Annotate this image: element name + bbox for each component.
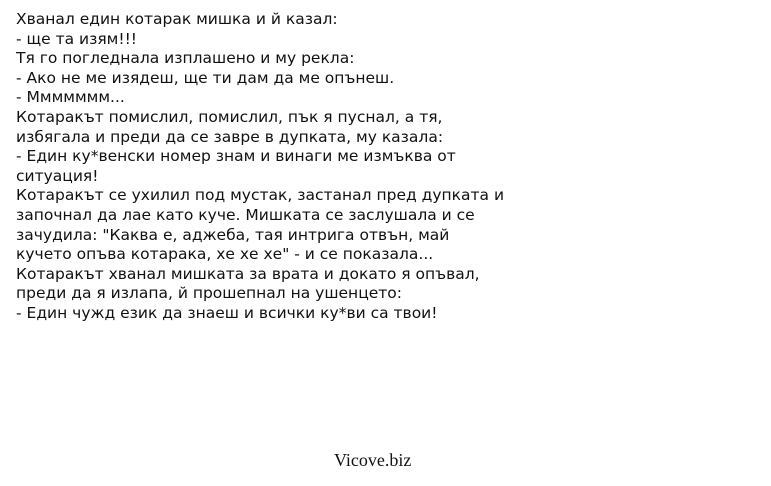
text-line: Котаракът помислил, помислил, пък я пуснал, а тя, bbox=[16, 107, 443, 126]
text-line: Котаракът хванал мишката за врата и докато я опъвал, bbox=[16, 264, 480, 283]
site-watermark: Vicove.biz bbox=[334, 450, 412, 470]
text-line: - ще та изям!!! bbox=[16, 29, 138, 48]
text-line: Тя го погледнала изплашено и му рекла: bbox=[16, 49, 355, 68]
joke-text bbox=[16, 10, 616, 324]
text-line: зачудила: "Каква е, аджеба, тая интрига отвън, май bbox=[16, 225, 450, 244]
text-line: - Ако не ме изядеш, ще ти дам да ме опънеш. bbox=[16, 68, 395, 87]
text-line: преди да я излапа, й прошепнал на ушенцето: bbox=[16, 284, 403, 303]
text-line: започнал да лае като куче. Мишката се заслушала и се bbox=[16, 205, 475, 224]
text-line: Хванал един котарак мишка и й казал: bbox=[16, 10, 338, 28]
text-line: Котаракът се ухилил под мустак, застанал пред дупката и bbox=[16, 186, 505, 205]
text-line: - Ммммммм... bbox=[16, 88, 125, 107]
text-line: избягала и преди да се завре в дупката, му казала: bbox=[16, 127, 444, 146]
text-line: - Един чужд език да знаеш и всички ку*ви са твои! bbox=[16, 303, 438, 322]
text-line: кучето опъва котарака, хе хе хе" - и се показала... bbox=[16, 245, 434, 264]
text-line: - Един ку*венски номер знам и винаги ме измъква от bbox=[16, 147, 456, 166]
text-line: ситуация! bbox=[16, 166, 99, 185]
